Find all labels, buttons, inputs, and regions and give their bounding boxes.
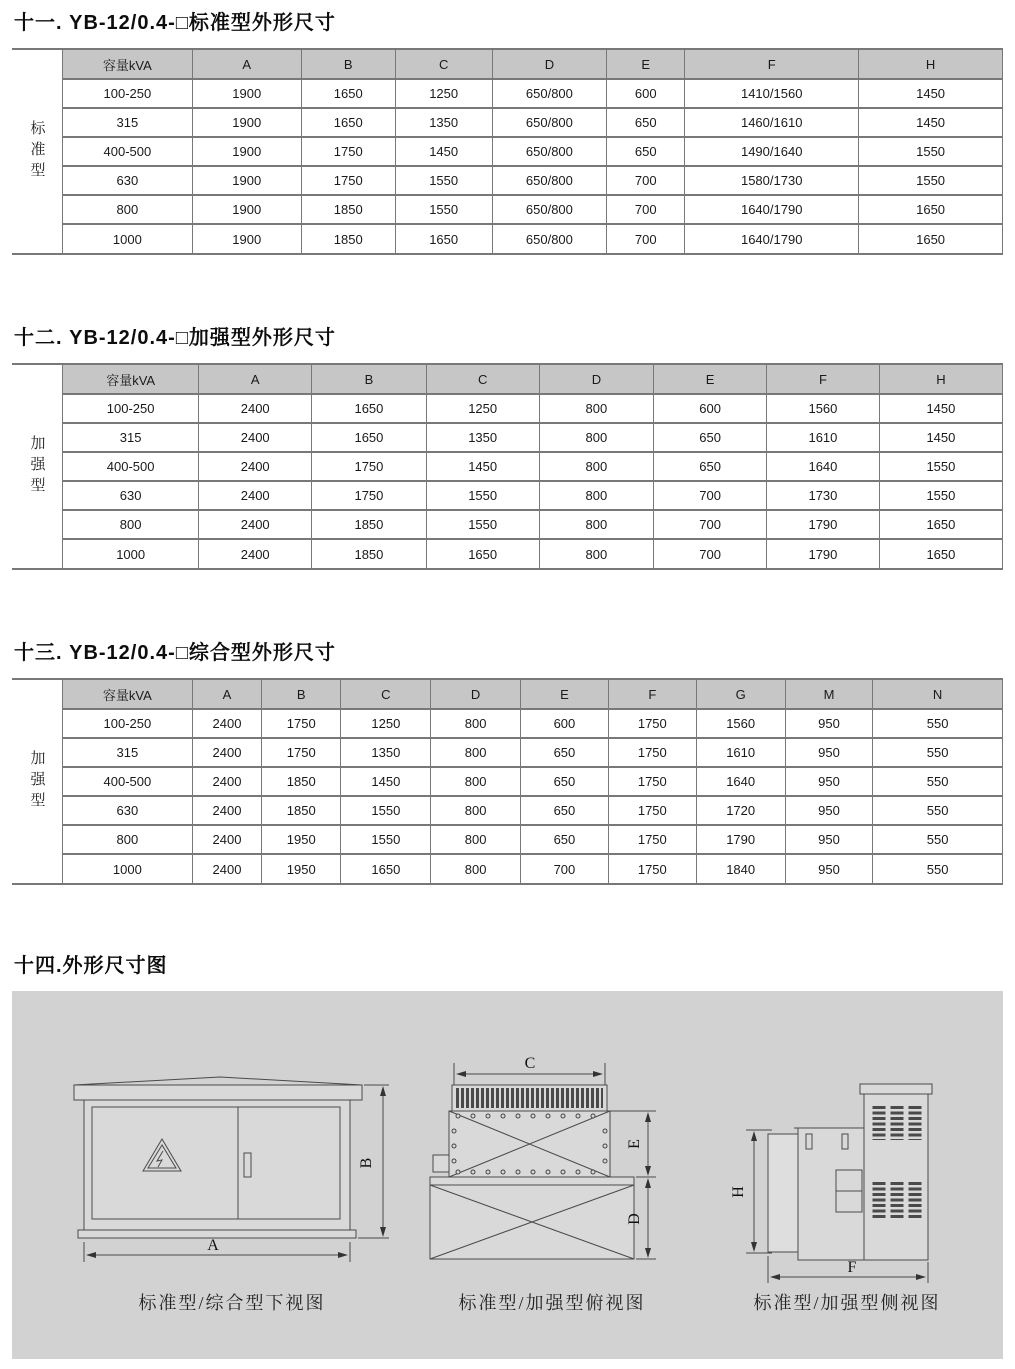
table-cell: 2400 <box>192 854 262 883</box>
table-cell: 650/800 <box>492 224 607 253</box>
dim-label-e: E <box>626 1139 643 1149</box>
column-header: A <box>192 50 301 79</box>
table-cell: 800 <box>63 825 193 854</box>
dim-label-a: A <box>207 1237 219 1254</box>
table-row <box>63 854 1003 883</box>
table-cell: 1560 <box>767 394 880 423</box>
header-row <box>63 680 1003 709</box>
table-cell: 1250 <box>395 79 492 108</box>
table-cell: 800 <box>539 423 654 452</box>
table-cell: 1640/1790 <box>685 224 859 253</box>
column-header: F <box>685 50 859 79</box>
table-cell: 1460/1610 <box>685 108 859 137</box>
table-cell: 800 <box>431 738 520 767</box>
figure-side-view <box>702 1055 992 1359</box>
table-cell: 1790 <box>767 510 880 539</box>
table-cell: 1450 <box>879 423 1002 452</box>
table-cell: 550 <box>873 709 1003 738</box>
table-cell: 1450 <box>879 394 1002 423</box>
section-title: 十四.外形尺寸图 <box>14 955 168 977</box>
table-cell: 800 <box>431 709 520 738</box>
column-header: E <box>520 680 608 709</box>
table-row <box>63 767 1003 796</box>
table-cell: 1750 <box>262 738 341 767</box>
header-row <box>63 50 1003 79</box>
table-cell: 1850 <box>312 539 427 568</box>
table-row <box>63 738 1003 767</box>
table-cell: 650 <box>520 738 608 767</box>
table-cell: 550 <box>873 767 1003 796</box>
table-cell: 1950 <box>262 825 341 854</box>
table-cell: 1900 <box>192 166 301 195</box>
table-cell: 1720 <box>696 796 785 825</box>
table-cell: 630 <box>63 796 193 825</box>
section-combined-dimensions <box>12 636 1003 885</box>
table-cell: 1350 <box>395 108 492 137</box>
table-cell: 650 <box>654 423 767 452</box>
table-cell: 2400 <box>199 510 312 539</box>
front-view-drawing <box>62 1055 402 1285</box>
table-cell: 1250 <box>426 394 539 423</box>
table-cell: 1650 <box>879 510 1002 539</box>
dimension-a <box>84 1237 350 1262</box>
column-header: H <box>859 50 1003 79</box>
table-row <box>63 394 1003 423</box>
section-standard-dimensions <box>12 6 1003 255</box>
column-header: D <box>492 50 607 79</box>
left-door <box>92 1107 238 1219</box>
table-cell: 1580/1730 <box>685 166 859 195</box>
reinforced-dimensions-table <box>62 365 1003 568</box>
table-row <box>63 510 1003 539</box>
table-cell: 1250 <box>341 709 431 738</box>
table-cell: 2400 <box>192 825 262 854</box>
table-cell: 1750 <box>609 767 696 796</box>
table-cell: 1650 <box>312 394 427 423</box>
table-cell: 1900 <box>192 224 301 253</box>
dim-label-c: C <box>524 1055 536 1072</box>
table-cell: 1730 <box>767 481 880 510</box>
table-cell: 800 <box>539 539 654 568</box>
table-cell: 1610 <box>767 423 880 452</box>
table-cell: 1640/1790 <box>685 195 859 224</box>
table-cell: 800 <box>63 195 193 224</box>
table-cell: 650/800 <box>492 79 607 108</box>
type-label-vertical: 加强型 <box>28 750 46 813</box>
table-cell: 550 <box>873 738 1003 767</box>
table-row <box>63 825 1003 854</box>
drawings-panel <box>12 991 1003 1359</box>
mid-section <box>798 1128 864 1260</box>
table-cell: 650/800 <box>492 108 607 137</box>
combined-dimensions-table <box>62 680 1003 883</box>
table-cell: 700 <box>520 854 608 883</box>
table-cell: 650 <box>520 767 608 796</box>
table-cell: 1650 <box>301 79 395 108</box>
table-cell: 800 <box>63 510 199 539</box>
figure-top-view <box>402 1055 702 1359</box>
table-cell: 1550 <box>879 481 1002 510</box>
dimension-e <box>610 1111 656 1177</box>
table-cell: 2400 <box>199 423 312 452</box>
table-cell: 1750 <box>609 796 696 825</box>
table-row <box>63 137 1003 166</box>
table-cell: 650 <box>520 825 608 854</box>
table-container <box>12 48 1003 255</box>
table-cell: 2400 <box>192 709 262 738</box>
table-row <box>63 224 1003 253</box>
column-header: B <box>262 680 341 709</box>
table-cell: 1550 <box>341 825 431 854</box>
table-cell: 950 <box>785 767 872 796</box>
table-row <box>63 452 1003 481</box>
table-row <box>63 166 1003 195</box>
table-cell: 100-250 <box>63 79 193 108</box>
table-cell: 800 <box>431 825 520 854</box>
column-header: M <box>785 680 872 709</box>
column-header: C <box>395 50 492 79</box>
table-cell: 1790 <box>696 825 785 854</box>
table-container <box>12 363 1003 570</box>
table-cell: 1650 <box>859 195 1003 224</box>
side-view-drawing <box>702 1055 992 1285</box>
base-cabinet <box>430 1177 634 1259</box>
table-cell: 650 <box>607 108 685 137</box>
section-title: 十二. YB-12/0.4-□加强型外形尺寸 <box>14 327 336 349</box>
table-cell: 1650 <box>341 854 431 883</box>
dimension-c <box>454 1055 605 1087</box>
cabinet-front <box>74 1077 362 1238</box>
table-cell: 1410/1560 <box>685 79 859 108</box>
table-row <box>63 796 1003 825</box>
column-header: C <box>341 680 431 709</box>
figure-caption: 标准型/加强型俯视图 <box>458 1293 646 1313</box>
table-cell: 1750 <box>609 825 696 854</box>
table-cell: 1650 <box>859 224 1003 253</box>
table-cell: 950 <box>785 738 872 767</box>
table-cell: 1550 <box>879 452 1002 481</box>
dimension-h <box>730 1130 772 1253</box>
column-header: G <box>696 680 785 709</box>
table-cell: 800 <box>539 481 654 510</box>
table-cell: 1790 <box>767 539 880 568</box>
column-header: F <box>609 680 696 709</box>
table-cell: 1750 <box>301 166 395 195</box>
table-cell: 1750 <box>301 137 395 166</box>
table-row <box>63 79 1003 108</box>
table-cell: 1550 <box>426 481 539 510</box>
column-header: D <box>431 680 520 709</box>
table-cell: 600 <box>520 709 608 738</box>
table-cell: 1350 <box>341 738 431 767</box>
dim-label-h: H <box>730 1186 747 1198</box>
table-row <box>63 108 1003 137</box>
table-cell: 1640 <box>767 452 880 481</box>
table-cell: 1550 <box>395 195 492 224</box>
table-cell: 2400 <box>199 394 312 423</box>
column-header: E <box>607 50 685 79</box>
type-label-vertical: 标准型 <box>28 120 46 183</box>
table-cell: 1450 <box>395 137 492 166</box>
table-cell: 950 <box>785 854 872 883</box>
table-cell: 1550 <box>859 137 1003 166</box>
table-cell: 1850 <box>312 510 427 539</box>
table-cell: 1000 <box>63 224 193 253</box>
table-cell: 650 <box>607 137 685 166</box>
column-header: A <box>199 365 312 394</box>
column-header: F <box>767 365 880 394</box>
table-cell: 100-250 <box>63 394 199 423</box>
dim-label-d: D <box>626 1213 643 1225</box>
table-cell: 1750 <box>609 709 696 738</box>
column-header: D <box>539 365 654 394</box>
table-cell: 650 <box>654 452 767 481</box>
table-cell: 800 <box>431 767 520 796</box>
table-cell: 1650 <box>312 423 427 452</box>
table-cell: 1650 <box>301 108 395 137</box>
table-cell: 1750 <box>609 854 696 883</box>
table-cell: 1750 <box>312 452 427 481</box>
table-row <box>63 195 1003 224</box>
table-cell: 1000 <box>63 539 199 568</box>
section-reinforced-dimensions <box>12 321 1003 570</box>
table-cell: 1640 <box>696 767 785 796</box>
table-cell: 600 <box>654 394 767 423</box>
table-cell: 1550 <box>341 796 431 825</box>
table-cell: 950 <box>785 825 872 854</box>
radiator-grille <box>452 1085 607 1111</box>
side-tab <box>433 1155 449 1172</box>
column-header: H <box>879 365 1002 394</box>
table-cell: 100-250 <box>63 709 193 738</box>
table-cell: 315 <box>63 738 193 767</box>
column-header: N <box>873 680 1003 709</box>
cabinet-side <box>768 1084 932 1260</box>
table-cell: 950 <box>785 709 872 738</box>
table-cell: 1900 <box>192 137 301 166</box>
table-cell: 1350 <box>426 423 539 452</box>
table-cell: 650/800 <box>492 195 607 224</box>
table-cell: 1750 <box>262 709 341 738</box>
table-row <box>63 423 1003 452</box>
column-header: B <box>312 365 427 394</box>
table-cell: 1850 <box>301 195 395 224</box>
table-cell: 1450 <box>859 108 1003 137</box>
roof <box>74 1085 362 1100</box>
column-header: 容量kVA <box>63 680 193 709</box>
table-cell: 1550 <box>395 166 492 195</box>
figure-front-view <box>62 1055 402 1359</box>
table-cell: 1610 <box>696 738 785 767</box>
table-cell: 1850 <box>262 767 341 796</box>
table-cell: 550 <box>873 825 1003 854</box>
table-cell: 600 <box>607 79 685 108</box>
dim-label-b: B <box>358 1157 375 1169</box>
table-cell: 2400 <box>192 738 262 767</box>
table-cell: 400-500 <box>63 452 199 481</box>
figure-caption: 标准型/加强型侧视图 <box>753 1293 941 1313</box>
table-row <box>63 539 1003 568</box>
top-view-drawing <box>402 1055 702 1285</box>
table-cell: 1560 <box>696 709 785 738</box>
dim-label-f: F <box>847 1259 857 1276</box>
transformer-box <box>433 1111 610 1177</box>
table-cell: 315 <box>63 423 199 452</box>
table-cell: 1650 <box>879 539 1002 568</box>
standard-dimensions-table <box>62 50 1003 253</box>
table-cell: 1900 <box>192 108 301 137</box>
table-cell: 1850 <box>301 224 395 253</box>
table-cell: 1450 <box>426 452 539 481</box>
table-cell: 400-500 <box>63 767 193 796</box>
table-cell: 1550 <box>859 166 1003 195</box>
table-row <box>63 481 1003 510</box>
table-cell: 630 <box>63 166 193 195</box>
open-door-panel <box>768 1134 798 1252</box>
table-cell: 550 <box>873 854 1003 883</box>
table-cell: 1450 <box>859 79 1003 108</box>
table-cell: 700 <box>654 481 767 510</box>
table-cell: 1750 <box>312 481 427 510</box>
table-cell: 400-500 <box>63 137 193 166</box>
table-cell: 1650 <box>395 224 492 253</box>
table-cell: 2400 <box>192 767 262 796</box>
table-cell: 650 <box>520 796 608 825</box>
table-cell: 700 <box>607 224 685 253</box>
type-label-vertical: 加强型 <box>28 435 46 498</box>
table-cell: 1850 <box>262 796 341 825</box>
table-cell: 1950 <box>262 854 341 883</box>
table-cell: 950 <box>785 796 872 825</box>
table-cell: 1490/1640 <box>685 137 859 166</box>
table-cell: 2400 <box>199 539 312 568</box>
table-cell: 700 <box>654 539 767 568</box>
section-title: 十一. YB-12/0.4-□标准型外形尺寸 <box>14 12 336 34</box>
table-cell: 550 <box>873 796 1003 825</box>
column-header: E <box>654 365 767 394</box>
dimension-b <box>358 1085 389 1238</box>
column-header: B <box>301 50 395 79</box>
table-cell: 1750 <box>609 738 696 767</box>
table-cell: 800 <box>431 854 520 883</box>
table-cell: 700 <box>654 510 767 539</box>
table-cell: 800 <box>539 452 654 481</box>
table-cell: 700 <box>607 166 685 195</box>
table-row <box>63 709 1003 738</box>
figure-caption: 标准型/综合型下视图 <box>138 1293 326 1313</box>
table-cell: 315 <box>63 108 193 137</box>
table-cell: 2400 <box>192 796 262 825</box>
table-cell: 1900 <box>192 195 301 224</box>
right-door <box>238 1107 340 1219</box>
section-title: 十三. YB-12/0.4-□综合型外形尺寸 <box>14 642 336 664</box>
section-outline-drawings <box>12 949 1003 1359</box>
table-cell: 1450 <box>341 767 431 796</box>
roof-cap <box>860 1084 932 1094</box>
table-cell: 1840 <box>696 854 785 883</box>
table-cell: 1900 <box>192 79 301 108</box>
column-header: 容量kVA <box>63 50 193 79</box>
table-cell: 650/800 <box>492 166 607 195</box>
column-header: A <box>192 680 262 709</box>
table-cell: 1550 <box>426 510 539 539</box>
table-cell: 700 <box>607 195 685 224</box>
table-cell: 1000 <box>63 854 193 883</box>
table-cell: 2400 <box>199 452 312 481</box>
header-row <box>63 365 1003 394</box>
table-cell: 800 <box>539 394 654 423</box>
column-header: 容量kVA <box>63 365 199 394</box>
column-header: C <box>426 365 539 394</box>
table-cell: 650/800 <box>492 137 607 166</box>
table-cell: 800 <box>539 510 654 539</box>
table-cell: 1650 <box>426 539 539 568</box>
table-cell: 800 <box>431 796 520 825</box>
table-container <box>12 678 1003 885</box>
table-cell: 630 <box>63 481 199 510</box>
table-cell: 2400 <box>199 481 312 510</box>
